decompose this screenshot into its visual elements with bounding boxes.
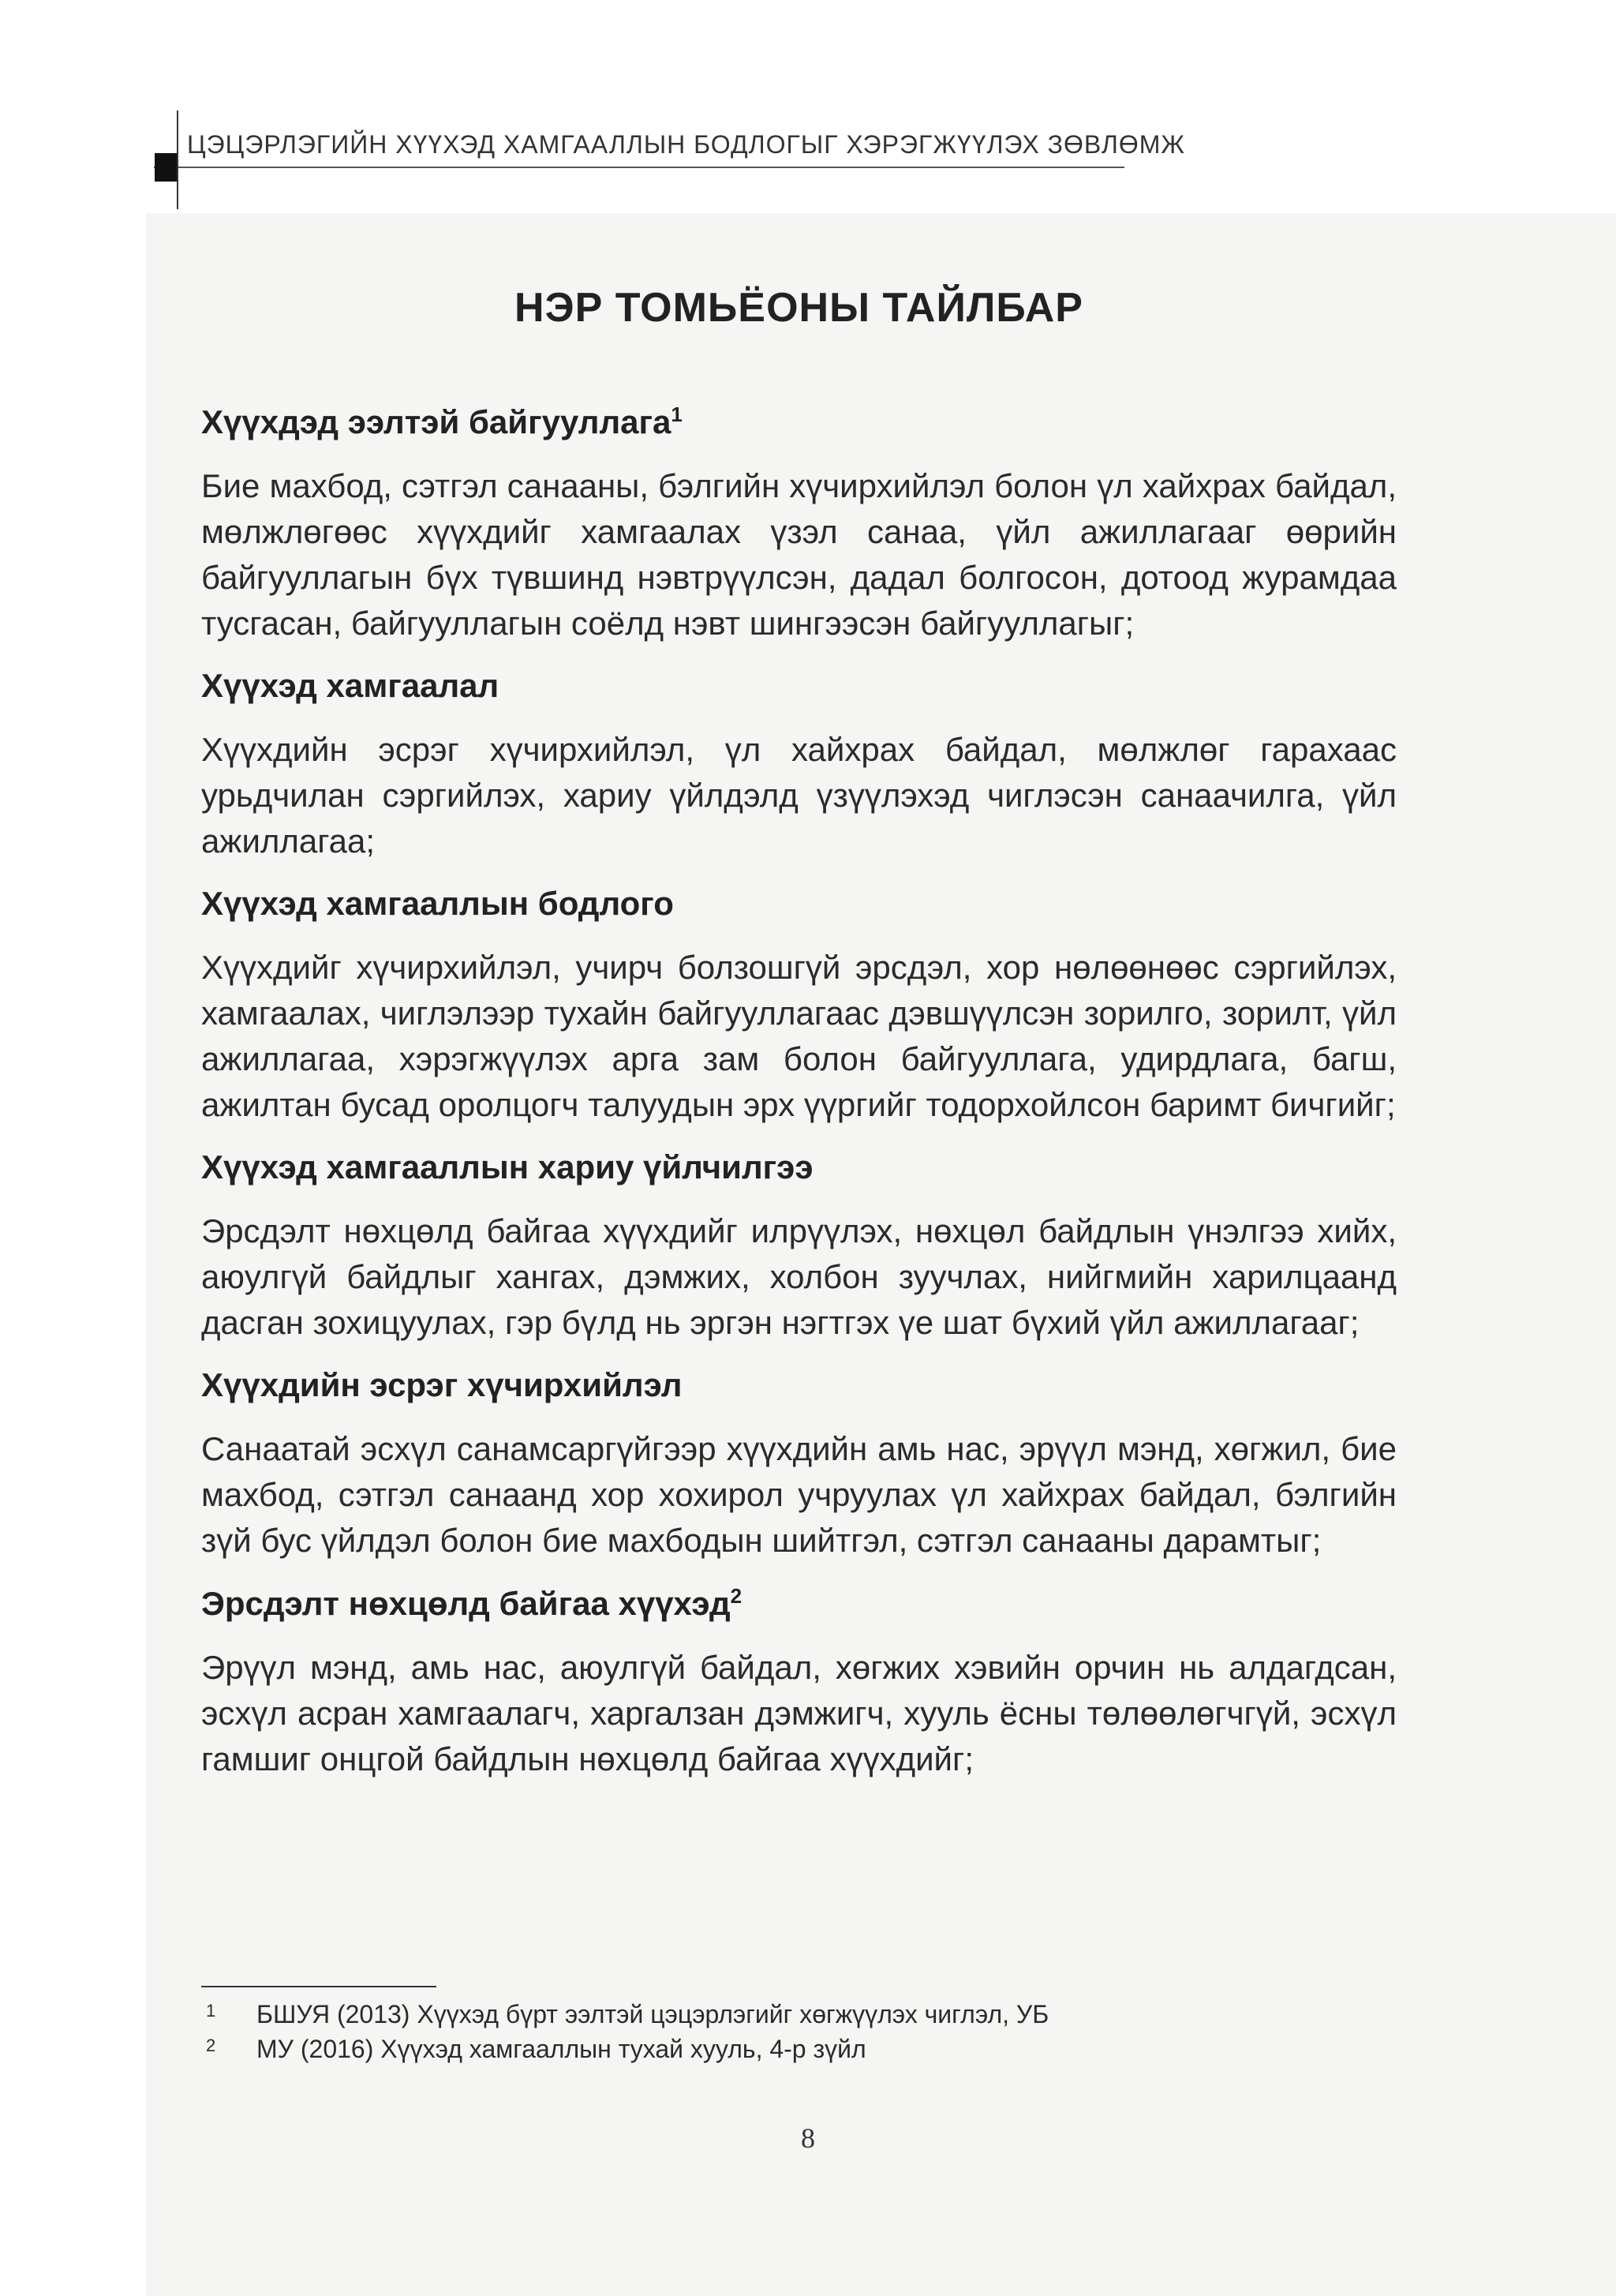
footnote	[201, 2032, 1397, 2066]
running-title: ЦЭЦЭРЛЭГИЙН ХҮҮХЭД ХАМГААЛЛЫН БОДЛОГЫГ ХЭРЭГЖҮҮЛЭХ ЗӨВЛӨМЖ	[187, 130, 1185, 159]
term-definition: Эрүүл мэнд, амь нас, аюулгүй байдал, хөгжих хэвийн орчин нь алдагдсан, эсхүл асран хамгаалагч, харгалзан дэмжигч, хууль ёсны төлөөлөгчгүй, эсхүл гамшиг онцгой байдлын нөхцөлд байгаа хүүхдийг;	[201, 1649, 1397, 1777]
term-heading	[201, 403, 1397, 441]
header-rule	[154, 167, 1124, 168]
term-heading	[201, 1584, 1397, 1623]
footnote-number: 1	[206, 2001, 216, 2021]
page-title: НЭР ТОМЬЁОНЫ ТАЙЛБАР	[514, 285, 1083, 331]
glossary-entry	[201, 885, 1397, 1128]
glossary-entry	[201, 1148, 1397, 1346]
main-content	[201, 284, 1397, 1803]
term-definition: Хүүхдийг хүчирхийлэл, учирч болзошгүй эрсдэл, хор нөлөөнөөс сэргийлэх, хамгаалах, чиглэлээр тухайн байгууллагаас дэвшүүлсэн зорилго, зорилт, үйл ажиллагаа, хэрэгжүүлэх арга зам болон байгууллага, удирдлага, багш, ажилтан бусад оролцогч талуудын эрх үүргийг тодорхойлсон баримт бичгийг;	[201, 949, 1397, 1123]
term-text: Хүүхдэд ээлтэй байгууллага	[201, 403, 671, 440]
header-vertical-line	[177, 110, 178, 209]
footnote-number: 2	[206, 2036, 216, 2055]
footnote-ref[interactable]: 1	[671, 403, 683, 426]
footnotes	[201, 1997, 1397, 2066]
term-heading	[201, 667, 1397, 705]
glossary-entry	[201, 1584, 1397, 1782]
footnote-text: МУ (2016) Хүүхэд хамгааллын тухай хууль, 4-р зүйл	[256, 2035, 866, 2063]
header-marker-square	[155, 153, 177, 182]
running-header	[154, 122, 1185, 170]
footnote	[201, 1997, 1397, 2032]
footnote-divider	[201, 1986, 436, 1987]
term-heading	[201, 1148, 1397, 1186]
term-text: Хүүхэд хамгааллын бодлого	[201, 885, 674, 922]
footnote-text: БШУЯ (2013) Хүүхэд бүрт ээлтэй цэцэрлэгийг хөгжүүлэх чиглэл, УБ	[256, 2000, 1049, 2028]
term-text: Хүүхэд хамгааллын хариу үйлчилгээ	[201, 1148, 814, 1185]
term-definition: Эрсдэлт нөхцөлд байгаа хүүхдийг илрүүлэх, нөхцөл байдлын үнэлгээ хийх, аюулгүй байдлыг хангах, дэмжих, холбон зуучлах, нийгмийн харилцаанд дасган зохицуулах, гэр бүлд нь эргэн нэгтгэх үе шат бүхий үйл ажиллагааг;	[201, 1212, 1397, 1341]
page-number: 8	[801, 2122, 815, 2154]
term-text: Эрсдэлт нөхцөлд байгаа хүүхэд	[201, 1585, 731, 1622]
term-text: Хүүхдийн эсрэг хүчирхийлэл	[201, 1366, 683, 1403]
glossary-entry	[201, 1366, 1397, 1564]
term-heading	[201, 1366, 1397, 1404]
term-definition: Санаатай эсхүл санамсаргүйгээр хүүхдийн амь нас, эрүүл мэнд, хөгжил, бие махбод, сэтгэл санаанд хор хохирол учруулах үл хайхрах байдал, бэлгийн зүй бус үйлдэл болон бие махбодын шийтгэл, сэтгэл санааны дарамтыг;	[201, 1430, 1397, 1559]
footnote-ref[interactable]: 2	[730, 1584, 743, 1608]
glossary-entry	[201, 667, 1397, 864]
term-text: Хүүхэд хамгаалал	[201, 667, 499, 704]
term-definition: Бие махбод, сэтгэл санааны, бэлгийн хүчирхийлэл болон үл хайхрах байдал, мөлжлөгөөс хүүхдийг хамгаалах үзэл санаа, үйл ажиллагааг өөрийн байгууллагын бүх түвшинд нэвтрүүлсэн, дадал болгосон, дотоод журамдаа тусгасан, байгууллагын соёлд нэвт шингээсэн байгууллагыг;	[201, 467, 1397, 642]
glossary-entry	[201, 403, 1397, 646]
term-heading	[201, 885, 1397, 923]
term-definition: Хүүхдийн эсрэг хүчирхийлэл, үл хайхрах байдал, мөлжлөг гарахаас урьдчилан сэргийлэх, хариу үйлдэлд үзүүлэхэд чиглэсэн санаачилга, үйл ажиллагаа;	[201, 731, 1397, 860]
